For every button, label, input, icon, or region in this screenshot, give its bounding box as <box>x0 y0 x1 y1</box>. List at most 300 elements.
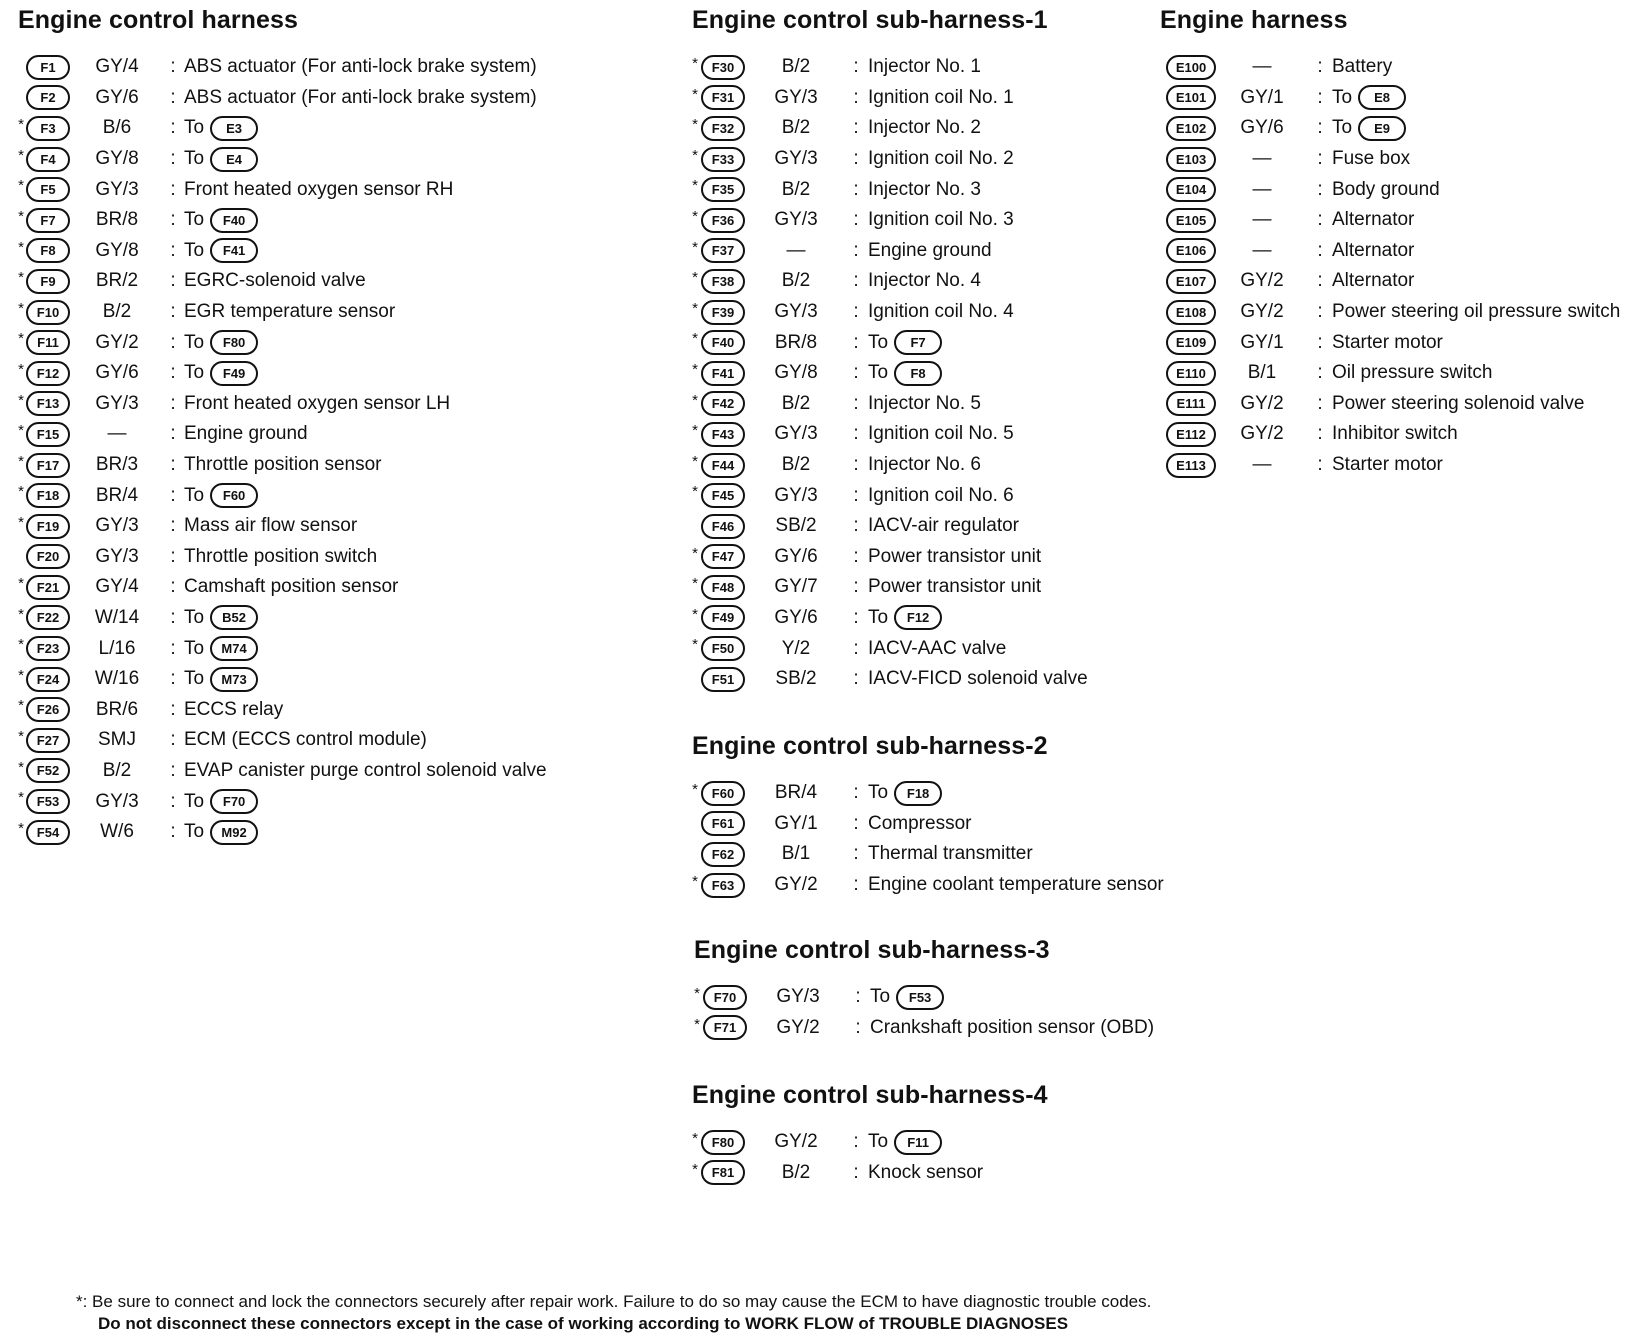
separator: : <box>853 117 859 139</box>
wire-color: BR/4 <box>95 484 139 506</box>
target-connector-code: M74 <box>210 636 258 661</box>
connector-row <box>692 266 1088 297</box>
connector-description <box>184 546 377 568</box>
connector-row <box>18 419 547 450</box>
separator: : <box>853 606 859 628</box>
connector-code: E101 <box>1166 85 1216 110</box>
connector-row <box>1160 419 1620 450</box>
connector-code: F62 <box>701 842 745 867</box>
target-connector-code: F70 <box>210 789 258 814</box>
connector-description <box>870 985 944 1010</box>
description-text: To <box>184 821 205 843</box>
description-text: Power steering oil pressure switch <box>1332 301 1621 323</box>
wire-color: GY/3 <box>95 790 139 812</box>
connector-code: F47 <box>701 544 745 569</box>
wire-color: GY/3 <box>774 148 818 170</box>
connector-code: E109 <box>1166 330 1216 355</box>
description-text: Crankshaft position sensor (OBD) <box>870 1016 1155 1038</box>
separator: : <box>853 1161 859 1183</box>
wire-color: BR/3 <box>95 454 139 476</box>
connector-code: F36 <box>701 208 745 233</box>
description-text: To <box>184 362 205 384</box>
connector-code: E103 <box>1166 147 1216 172</box>
separator: : <box>1317 331 1323 353</box>
connector-description <box>184 729 427 751</box>
connector-code: F48 <box>701 575 745 600</box>
connector-description <box>184 454 382 476</box>
description-text: Ignition coil No. 4 <box>868 301 1014 323</box>
description-text: Front heated oxygen sensor LH <box>184 392 451 414</box>
connector-row <box>692 358 1088 389</box>
connector-code: F15 <box>26 422 70 447</box>
section-title: Engine control sub-harness-4 <box>692 1081 1048 1109</box>
connector-row <box>1160 174 1620 205</box>
asterisk-mark: * <box>692 116 698 134</box>
connector-description <box>1332 179 1440 201</box>
connector-code-cell <box>1166 422 1216 447</box>
description-text: To <box>1332 117 1353 139</box>
footnote-line-1: *: Be sure to connect and lock the connectors securely after repair work. Failure to do so may cause the ECM to have diagnostic trouble codes. <box>76 1292 1152 1311</box>
target-connector-code: F53 <box>896 985 944 1010</box>
connector-code: E102 <box>1166 116 1216 141</box>
connector-code: F49 <box>701 605 745 630</box>
separator: : <box>853 515 859 537</box>
connector-code-cell <box>24 55 72 80</box>
connector-code: F2 <box>26 85 70 110</box>
wire-color: GY/3 <box>774 209 818 231</box>
description-text: IACV-air regulator <box>868 515 1020 537</box>
connector-code-cell <box>698 55 748 80</box>
separator: : <box>170 729 176 751</box>
asterisk-mark: * <box>692 872 698 890</box>
asterisk-mark: * <box>18 636 24 654</box>
connector-code-cell <box>698 422 748 447</box>
description-text: Injector No. 2 <box>868 117 981 139</box>
separator: : <box>853 239 859 261</box>
target-connector-code: B52 <box>210 605 258 630</box>
asterisk-mark: * <box>692 1160 698 1178</box>
connector-description <box>1332 454 1443 476</box>
connector-code-cell <box>698 781 748 806</box>
connector-description <box>184 699 283 721</box>
connector-description <box>1332 301 1620 323</box>
asterisk-mark: * <box>692 177 698 195</box>
asterisk-mark: * <box>692 207 698 225</box>
wire-color: B/2 <box>102 301 132 323</box>
description-text: EGRC-solenoid valve <box>184 270 366 292</box>
asterisk-mark: * <box>18 483 24 501</box>
wire-color: B/1 <box>1247 362 1277 384</box>
connector-row <box>692 144 1088 175</box>
connector-code: F54 <box>26 820 70 845</box>
separator: : <box>1317 209 1323 231</box>
wire-color: GY/3 <box>95 392 139 414</box>
connector-code: F1 <box>26 55 70 80</box>
connector-description <box>184 301 395 323</box>
wire-color: GY/1 <box>774 812 818 834</box>
separator: : <box>1317 301 1323 323</box>
asterisk-mark: * <box>18 789 24 807</box>
asterisk-mark: * <box>18 452 24 470</box>
wire-color: — <box>786 239 806 261</box>
connector-code: F39 <box>701 300 745 325</box>
separator: : <box>853 423 859 445</box>
description-text: To <box>184 484 205 506</box>
connector-row <box>18 450 547 481</box>
connector-row <box>692 839 1164 870</box>
asterisk-mark: * <box>18 207 24 225</box>
section-engine-control-sub-harness-1 <box>692 6 1088 694</box>
separator: : <box>170 454 176 476</box>
description-text: Injector No. 3 <box>868 178 981 200</box>
wire-color: GY/6 <box>95 86 139 108</box>
connector-description <box>184 179 453 201</box>
connector-code: E106 <box>1166 238 1216 263</box>
asterisk-mark: * <box>18 116 24 134</box>
connector-list <box>694 982 1154 1043</box>
separator: : <box>170 239 176 261</box>
separator: : <box>853 637 859 659</box>
connector-code-cell <box>698 177 748 202</box>
connector-description <box>868 605 942 630</box>
connector-description <box>184 116 258 141</box>
connector-code: F32 <box>701 116 745 141</box>
target-connector-code: E8 <box>1358 85 1406 110</box>
connector-description <box>868 148 1014 170</box>
wire-color: GY/3 <box>774 484 818 506</box>
connector-code: E104 <box>1166 177 1216 202</box>
connector-code: E107 <box>1166 269 1216 294</box>
connector-description <box>868 1162 983 1184</box>
connector-code-cell <box>698 208 748 233</box>
section-title: Engine control sub-harness-3 <box>694 936 1050 964</box>
connector-code-cell <box>698 1160 748 1185</box>
connector-code-cell <box>700 985 750 1010</box>
asterisk-mark: * <box>694 1015 700 1033</box>
connector-description <box>868 330 942 355</box>
connector-code: F18 <box>26 483 70 508</box>
description-text: Power transistor unit <box>868 545 1042 567</box>
target-connector-code: F80 <box>210 330 258 355</box>
connector-description <box>868 1130 942 1155</box>
connector-list <box>692 778 1164 900</box>
connector-description <box>868 874 1164 896</box>
separator: : <box>1317 178 1323 200</box>
wire-color: BR/6 <box>95 698 139 720</box>
description-text: IACV-FICD solenoid valve <box>868 668 1088 690</box>
asterisk-mark: * <box>692 85 698 103</box>
asterisk-mark: * <box>18 697 24 715</box>
separator: : <box>853 209 859 231</box>
description-text: To <box>868 782 889 804</box>
separator: : <box>170 423 176 445</box>
connector-row <box>1160 52 1620 83</box>
section-title: Engine control sub-harness-1 <box>692 6 1048 34</box>
connector-code-cell <box>24 789 72 814</box>
separator: : <box>853 576 859 598</box>
description-text: Injector No. 6 <box>868 454 981 476</box>
separator: : <box>853 331 859 353</box>
connector-description <box>868 117 981 139</box>
separator: : <box>853 270 859 292</box>
separator: : <box>1317 454 1323 476</box>
section-title: Engine control harness <box>18 6 299 34</box>
connector-row <box>18 664 547 695</box>
connector-code-cell <box>24 391 72 416</box>
connector-code: F9 <box>26 269 70 294</box>
connector-code: F70 <box>703 985 747 1010</box>
description-text: Ignition coil No. 5 <box>868 423 1014 445</box>
description-text: ECM (ECCS control module) <box>184 729 427 751</box>
asterisk-mark: * <box>18 146 24 164</box>
connector-code-cell <box>698 514 748 539</box>
connector-code-cell <box>1166 361 1216 386</box>
wire-color: GY/1 <box>1240 86 1284 108</box>
connector-code-cell <box>24 820 72 845</box>
connector-description <box>868 361 942 386</box>
description-text: Alternator <box>1332 209 1415 231</box>
connector-code-cell <box>698 300 748 325</box>
connector-code: E108 <box>1166 300 1216 325</box>
wire-color: GY/6 <box>774 545 818 567</box>
connector-code: F5 <box>26 177 70 202</box>
wire-color: — <box>1252 178 1272 200</box>
description-text: Power steering solenoid valve <box>1332 392 1585 414</box>
connector-description <box>868 813 971 835</box>
connector-code-cell <box>1166 238 1216 263</box>
wire-color: GY/1 <box>1240 331 1284 353</box>
separator: : <box>1317 270 1323 292</box>
connector-description <box>184 820 258 845</box>
wire-color: — <box>1252 209 1272 231</box>
connector-row <box>1160 113 1620 144</box>
connector-row <box>692 664 1088 695</box>
connector-code-cell <box>24 269 72 294</box>
connector-code: F46 <box>701 514 745 539</box>
connector-code-cell <box>24 483 72 508</box>
description-text: Mass air flow sensor <box>184 515 358 537</box>
connector-code-cell <box>698 636 748 661</box>
description-text: To <box>184 668 205 690</box>
connector-row <box>692 83 1088 114</box>
connector-row <box>692 870 1164 901</box>
connector-code: E113 <box>1166 453 1216 478</box>
connector-row <box>18 633 547 664</box>
description-text: ECCS relay <box>184 698 284 720</box>
connector-code-cell <box>24 300 72 325</box>
wire-color: SMJ <box>98 729 136 751</box>
description-text: Starter motor <box>1332 331 1443 353</box>
wire-color: GY/2 <box>774 1131 818 1153</box>
description-text: To <box>868 606 889 628</box>
separator: : <box>853 392 859 414</box>
connector-description <box>1332 270 1414 292</box>
connector-code: F33 <box>701 147 745 172</box>
separator: : <box>170 606 176 628</box>
connector-code-cell <box>698 842 748 867</box>
asterisk-mark: * <box>18 666 24 684</box>
asterisk-mark: * <box>18 728 24 746</box>
connector-code: F23 <box>26 636 70 661</box>
asterisk-mark: * <box>692 299 698 317</box>
connector-code: F11 <box>26 330 70 355</box>
separator: : <box>853 362 859 384</box>
connector-code-cell <box>24 116 72 141</box>
connector-description <box>184 423 308 445</box>
connector-description <box>1332 362 1493 384</box>
target-connector-code: M73 <box>210 667 258 692</box>
connector-code-cell <box>698 667 748 692</box>
connector-code: F8 <box>26 238 70 263</box>
connector-code-cell <box>24 514 72 539</box>
separator: : <box>170 637 176 659</box>
connector-code-cell <box>1166 55 1216 80</box>
connector-code: F41 <box>701 361 745 386</box>
description-text: Front heated oxygen sensor RH <box>184 178 454 200</box>
connector-code-cell <box>24 728 72 753</box>
separator: : <box>170 270 176 292</box>
target-connector-code: E3 <box>210 116 258 141</box>
separator: : <box>170 56 176 78</box>
description-text: To <box>868 362 889 384</box>
separator: : <box>1317 239 1323 261</box>
connector-code-cell <box>1166 85 1216 110</box>
connector-description <box>868 638 1006 660</box>
connector-code-cell <box>24 177 72 202</box>
wire-color: BR/2 <box>95 270 139 292</box>
wire-color: GY/8 <box>95 239 139 261</box>
separator: : <box>853 148 859 170</box>
connector-description <box>868 87 1014 109</box>
asterisk-mark: * <box>18 605 24 623</box>
wire-color: GY/2 <box>776 1016 820 1038</box>
description-text: To <box>1332 86 1353 108</box>
connector-description <box>184 393 450 415</box>
connector-code-cell <box>698 391 748 416</box>
wire-color: SB/2 <box>775 515 817 537</box>
section-engine-control-sub-harness-4 <box>692 1081 1048 1188</box>
description-text: Throttle position switch <box>184 545 378 567</box>
connector-description <box>868 301 1014 323</box>
connector-code: F61 <box>701 811 745 836</box>
wire-color: GY/8 <box>95 148 139 170</box>
connector-code-cell <box>24 758 72 783</box>
asterisk-mark: * <box>692 360 698 378</box>
asterisk-mark: * <box>18 238 24 256</box>
connector-description <box>868 515 1019 537</box>
target-connector-code: F60 <box>210 483 258 508</box>
wire-color: GY/7 <box>774 576 818 598</box>
target-connector-code: F40 <box>210 208 258 233</box>
description-text: Alternator <box>1332 270 1415 292</box>
connector-row <box>692 511 1088 542</box>
connector-description <box>1332 56 1392 78</box>
connector-code: F40 <box>701 330 745 355</box>
separator: : <box>1317 148 1323 170</box>
connector-row <box>18 205 547 236</box>
asterisk-mark: * <box>18 360 24 378</box>
connector-row <box>1160 236 1620 267</box>
connector-row <box>1160 450 1620 481</box>
connector-row <box>1160 205 1620 236</box>
asterisk-mark: * <box>692 781 698 798</box>
description-text: Engine ground <box>868 239 992 261</box>
wire-color: Y/2 <box>781 637 811 659</box>
connector-code-cell <box>698 1130 748 1155</box>
target-connector-code: M92 <box>210 820 258 845</box>
connector-row <box>18 236 547 267</box>
separator: : <box>170 515 176 537</box>
section-engine-harness <box>1160 6 1620 480</box>
connector-row <box>18 572 547 603</box>
description-text: Injector No. 4 <box>868 270 981 292</box>
asterisk-mark: * <box>18 422 24 440</box>
wire-color: GY/2 <box>1240 392 1284 414</box>
connector-code-cell <box>1166 300 1216 325</box>
connector-description <box>184 483 258 508</box>
connector-description <box>1332 393 1584 415</box>
separator: : <box>170 790 176 812</box>
separator: : <box>170 576 176 598</box>
separator: : <box>170 301 176 323</box>
connector-row <box>18 542 547 573</box>
wire-color: B/1 <box>781 843 811 865</box>
description-text: Body ground <box>1332 178 1440 200</box>
connector-description <box>868 546 1041 568</box>
separator: : <box>853 56 859 78</box>
wire-color: GY/3 <box>776 986 820 1008</box>
connector-code-cell <box>24 453 72 478</box>
connector-row <box>692 809 1164 840</box>
connector-code: F71 <box>703 1015 747 1040</box>
connector-code: E110 <box>1166 361 1216 386</box>
description-text: EVAP canister purge control solenoid valve <box>184 759 547 781</box>
connector-row <box>18 83 547 114</box>
connector-row <box>692 633 1088 664</box>
connector-row <box>694 982 1154 1013</box>
connector-description <box>1332 240 1414 262</box>
separator: : <box>853 454 859 476</box>
connector-code-cell <box>698 269 748 294</box>
connector-code-cell <box>24 330 72 355</box>
description-text: Starter motor <box>1332 454 1443 476</box>
connector-code: F20 <box>26 544 70 569</box>
description-text: Engine coolant temperature sensor <box>868 874 1164 896</box>
description-text: IACV-AAC valve <box>868 637 1007 659</box>
wire-color: GY/2 <box>1240 423 1284 445</box>
connector-row <box>18 52 547 83</box>
description-text: Thermal transmitter <box>868 843 1033 865</box>
description-text: To <box>184 148 205 170</box>
wire-color: GY/3 <box>95 545 139 567</box>
asterisk-mark: * <box>18 269 24 287</box>
connector-code-cell <box>24 208 72 233</box>
wire-color: GY/2 <box>1240 301 1284 323</box>
connector-code-cell <box>1166 147 1216 172</box>
connector-code-cell <box>24 85 72 110</box>
description-text: Ignition coil No. 2 <box>868 148 1014 170</box>
connector-row <box>692 327 1088 358</box>
wire-color: GY/3 <box>774 423 818 445</box>
separator: : <box>170 668 176 690</box>
description-text: Alternator <box>1332 239 1415 261</box>
connector-code: F3 <box>26 116 70 141</box>
connector-description <box>1332 148 1410 170</box>
separator: : <box>853 668 859 690</box>
section-title: Engine harness <box>1160 6 1348 34</box>
target-connector-code: F18 <box>894 781 942 806</box>
separator: : <box>1317 86 1323 108</box>
